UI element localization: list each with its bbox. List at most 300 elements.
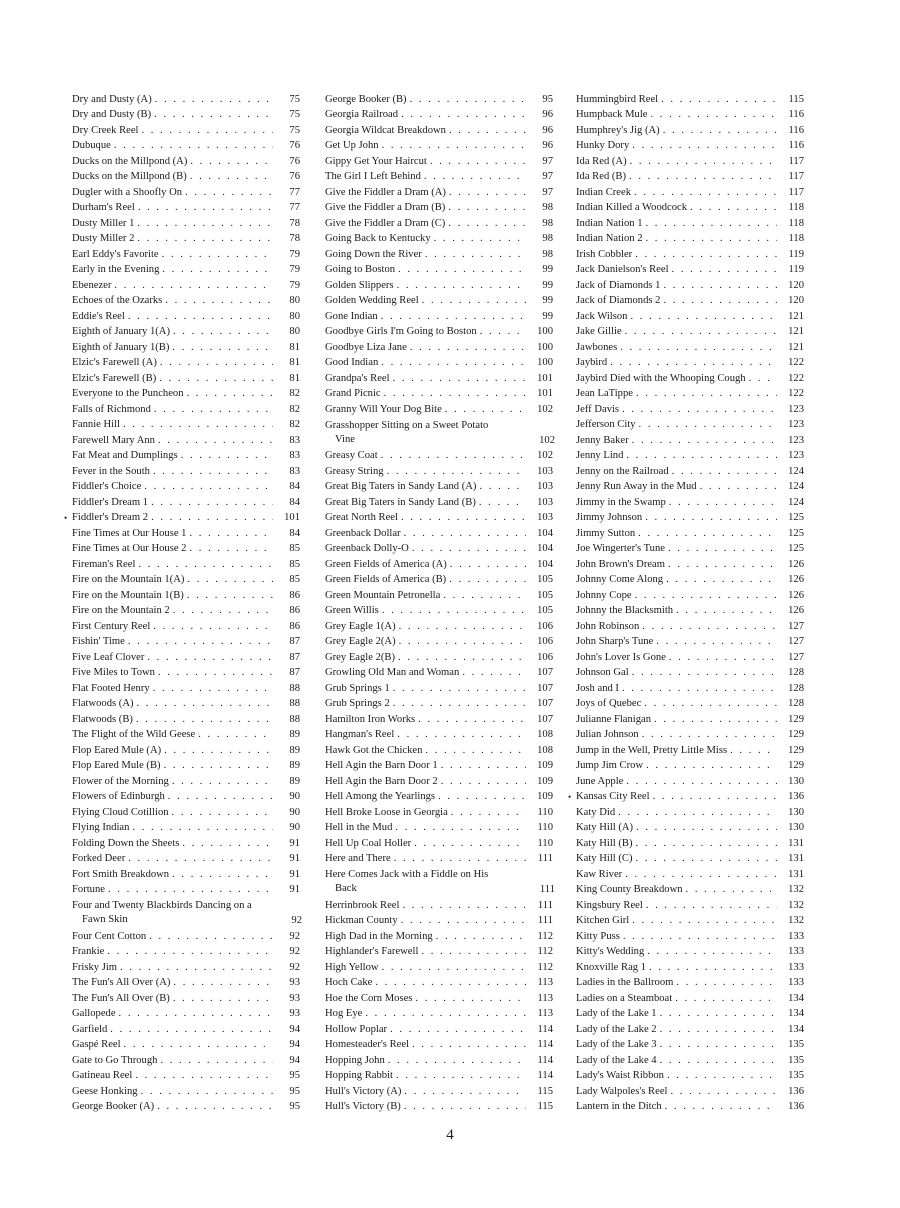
entry-page-number: 85 (289, 558, 300, 570)
entry-page-number: 123 (788, 419, 804, 430)
index-entry (72, 989, 300, 1005)
entry-page-number: 86 (289, 605, 300, 616)
dot-leader (672, 466, 777, 478)
entry-page-number: 131 (788, 837, 804, 849)
entry-page-number: 135 (788, 1039, 804, 1050)
entry-page-number: 78 (289, 233, 300, 244)
dot-leader (381, 311, 526, 323)
entry-title: Kingsbury Reel (576, 899, 643, 911)
dot-leader (187, 388, 274, 400)
entry-title: Indian Nation 2 (576, 233, 643, 244)
entry-page-number: 83 (289, 450, 300, 461)
index-entry (576, 199, 804, 215)
entry-page-number: 90 (289, 791, 300, 802)
entry-title: Hopping John (325, 1054, 385, 1066)
dot-leader (632, 140, 777, 152)
entry-page-number: 98 (542, 233, 553, 244)
entry-page-number: 102 (539, 434, 555, 446)
entry-page-number: 133 (788, 946, 804, 957)
entry-page-number: 80 (289, 326, 300, 337)
index-entry (576, 850, 804, 866)
entry-title: Frisky Jim (72, 961, 118, 973)
dot-leader (449, 187, 526, 199)
entry-title: Katy Hill (B) (576, 837, 633, 849)
dot-leader (663, 280, 777, 292)
entry-page-number: 118 (788, 233, 804, 244)
entry-page-number: 122 (788, 357, 804, 368)
entry-page-number: 91 (289, 868, 300, 880)
entry-page-number: 107 (537, 713, 553, 725)
entry-title: Gate to Go Through (72, 1054, 158, 1066)
index-entry (325, 1005, 553, 1021)
entry-title: High Dad in the Morning (325, 930, 433, 942)
entry-page-number: 99 (542, 310, 553, 322)
entry-page-number: 122 (788, 372, 804, 384)
index-entry (325, 633, 553, 649)
dot-leader (669, 652, 777, 664)
index-entry (72, 865, 300, 881)
dot-leader (642, 621, 777, 633)
entry-title: Dry Creek Reel (72, 124, 139, 136)
dot-leader (670, 1086, 777, 1098)
entry-title: Jaybird Died with the Whooping Cough (576, 372, 746, 384)
index-entry (325, 90, 553, 106)
entry-page-number: 93 (289, 977, 300, 988)
entry-title: Eddie's Reel (72, 310, 125, 322)
index-entry (576, 90, 804, 106)
entry-page-number: 103 (537, 512, 553, 523)
index-entry (325, 834, 553, 850)
dot-leader (168, 791, 273, 803)
entry-page-number: 105 (537, 589, 553, 601)
entry-page-number: 107 (537, 698, 553, 709)
dot-leader (114, 280, 273, 292)
entry-title: Jean LaTippe (576, 388, 633, 399)
entry-page-number: 117 (788, 155, 804, 167)
dot-leader (610, 357, 777, 369)
entry-page-number: 86 (289, 589, 300, 601)
entry-title: Dry and Dusty (A) (72, 93, 152, 105)
dot-leader (639, 419, 777, 431)
entry-page-number: 94 (289, 1039, 300, 1050)
entry-page-number: 77 (289, 202, 300, 213)
entry-title: Lantern in the Ditch (576, 1101, 662, 1112)
dot-leader (189, 543, 273, 555)
entry-page-number: 108 (537, 729, 553, 740)
dot-leader (114, 140, 273, 152)
index-entry (72, 602, 300, 618)
index-entry (576, 1051, 804, 1067)
entry-title: Ducks on the Millpond (B) (72, 171, 187, 182)
dot-leader (404, 528, 526, 540)
entry-page-number: 112 (537, 930, 553, 942)
entry-page-number: 112 (537, 946, 553, 957)
entry-title: Grey Eagle 2(B) (325, 651, 396, 663)
index-entry (72, 214, 300, 230)
entry-title: Flowers of Edinburgh (72, 791, 165, 802)
entry-title: Johnny the Blacksmith (576, 605, 674, 616)
entry-title: Great North Reel (325, 512, 398, 523)
index-entry (72, 369, 300, 385)
index-entry (72, 896, 300, 927)
index-entry (568, 788, 804, 804)
entry-title: Katy Hill (A) (576, 822, 634, 833)
dot-leader (629, 171, 777, 183)
entry-page-number: 80 (289, 310, 300, 322)
entry-title: Farewell Mary Ann (72, 434, 155, 446)
entry-page-number: 87 (289, 636, 300, 647)
entry-page-number: 91 (289, 837, 300, 849)
entry-page-number: 82 (289, 403, 300, 415)
entry-page-number: 134 (788, 992, 804, 1004)
dot-leader (434, 233, 526, 245)
entry-title: Homesteader's Reel (325, 1039, 409, 1050)
dot-leader (137, 698, 274, 710)
entry-title: Flying Indian (72, 822, 130, 833)
index-entry (576, 493, 804, 509)
index-entry (72, 292, 300, 308)
dot-leader (620, 342, 777, 354)
entry-title: Indian Creek (576, 186, 632, 198)
index-entry (72, 695, 300, 711)
index-entry (325, 137, 553, 153)
dot-leader (451, 807, 526, 819)
index-entry (72, 881, 300, 897)
dot-leader (623, 931, 777, 943)
index-entry (325, 400, 553, 416)
index-entry (72, 307, 300, 323)
entry-title: Get Up John (325, 140, 379, 151)
dot-leader (401, 109, 526, 121)
dot-leader (418, 714, 526, 726)
entry-page-number: 92 (289, 946, 300, 957)
index-entry (72, 803, 300, 819)
index-entry (576, 726, 804, 742)
entry-page-number: 79 (289, 279, 300, 291)
dot-leader (660, 1008, 777, 1020)
dot-leader (190, 171, 273, 183)
entry-page-number: 81 (289, 372, 300, 384)
dot-leader (198, 729, 273, 741)
entry-title: Kaw River (576, 868, 623, 880)
entry-title: Fannie Hill (72, 419, 120, 430)
entry-title-continued: Fawn Skin (82, 914, 128, 925)
entry-page-number: 88 (289, 713, 300, 725)
index-entry (325, 199, 553, 215)
index-entry (72, 1005, 300, 1021)
index-entry (72, 819, 300, 835)
index-entry (72, 400, 300, 416)
dot-leader (651, 109, 778, 121)
index-entry (325, 121, 553, 137)
entry-page-number: 125 (788, 527, 804, 539)
entry-title: Grub Springs 2 (325, 698, 390, 709)
index-entry (576, 896, 804, 912)
entry-title: Durham's Reel (72, 202, 135, 213)
dot-leader (676, 977, 777, 989)
entry-page-number: 110 (537, 837, 553, 849)
dot-leader (404, 1086, 526, 1098)
entry-page-number: 103 (537, 465, 553, 477)
entry-page-number: 95 (289, 1085, 300, 1097)
index-entry (576, 757, 804, 773)
entry-page-number: 97 (542, 171, 553, 182)
entry-title: Gaspé Reel (72, 1039, 121, 1050)
index-entry (325, 509, 553, 525)
entry-title: Dusty Miller 1 (72, 217, 135, 229)
index-entry (72, 168, 300, 184)
entry-page-number: 123 (788, 450, 804, 461)
entry-title: King County Breakdown (576, 884, 683, 895)
index-entry (576, 416, 804, 432)
dot-leader (189, 528, 273, 540)
entry-page-number: 121 (788, 326, 804, 337)
entry-title: Ida Red (A) (576, 155, 627, 167)
entry-page-number: 85 (289, 574, 300, 585)
entry-title: Flop Eared Mule (A) (72, 744, 162, 756)
entry-title: Fiddler's Dream 2 (72, 512, 149, 523)
index-entry (72, 1067, 300, 1083)
entry-page-number: 135 (788, 1070, 804, 1081)
entry-title: Hollow Poplar (325, 1023, 388, 1035)
dot-leader (382, 962, 526, 974)
entry-page-number: 108 (537, 744, 553, 756)
dot-leader (172, 869, 273, 881)
entry-title: Hawk Got the Chicken (325, 744, 423, 756)
entry-page-number: 104 (537, 558, 553, 570)
dot-leader (159, 373, 273, 385)
entry-page-number: 128 (788, 667, 804, 678)
index-entry (72, 540, 300, 556)
entry-page-number: 86 (289, 620, 300, 632)
index-entry (325, 602, 553, 618)
dot-leader (128, 311, 273, 323)
dot-leader (382, 140, 526, 152)
index-entry (325, 1020, 553, 1036)
entry-page-number: 132 (788, 899, 804, 911)
dot-leader (622, 404, 777, 416)
entry-page-number: 129 (788, 713, 804, 725)
entry-page-number: 82 (289, 388, 300, 399)
dot-leader (402, 900, 526, 912)
entry-title: Great Big Taters in Sandy Land (B) (325, 496, 476, 508)
dot-leader (636, 388, 777, 400)
entry-title: Fiddler's Dream 1 (72, 496, 149, 508)
dot-leader (653, 791, 777, 803)
index-entry (325, 354, 553, 370)
entry-title: Jake Gillie (576, 326, 622, 337)
entry-page-number: 97 (542, 155, 553, 167)
index-entry (576, 369, 804, 385)
entry-title: Kitchen Girl (576, 915, 630, 926)
entry-title: June Apple (576, 775, 624, 787)
dot-leader (730, 745, 777, 757)
entry-title: Hog Eye (325, 1008, 363, 1019)
index-entry (576, 881, 804, 897)
index-entry (576, 865, 804, 881)
entry-page-number: 114 (537, 1054, 553, 1066)
dot-leader (398, 264, 526, 276)
entry-title: Greasy Coat (325, 450, 378, 461)
entry-title: Green Willis (325, 605, 379, 616)
dot-leader (630, 156, 777, 168)
entry-title: High Yellow (325, 961, 379, 973)
entry-title: Five Leaf Clover (72, 651, 145, 663)
dot-leader (667, 1070, 777, 1082)
index-entry (576, 1020, 804, 1036)
index-entry (72, 586, 300, 602)
entry-title: Hull's Victory (A) (325, 1085, 402, 1097)
index-entry (325, 726, 553, 742)
dot-leader (410, 94, 526, 106)
dot-leader (155, 94, 273, 106)
entry-title: John Sharp's Tune (576, 636, 654, 647)
entry-page-number: 123 (788, 403, 804, 415)
entry-title: Fire on the Mountain 1(B) (72, 589, 184, 601)
dot-leader (646, 233, 778, 245)
index-entry (72, 648, 300, 664)
index-entry (72, 834, 300, 850)
entry-title: Julianne Flanigan (576, 713, 652, 725)
index-entry (325, 230, 553, 246)
entry-page-number: 113 (537, 1008, 553, 1019)
dot-leader (398, 652, 526, 664)
dot-leader (382, 605, 526, 617)
index-entry (325, 1036, 553, 1052)
dot-leader (421, 946, 526, 958)
index-entry (325, 369, 553, 385)
index-entry (576, 214, 804, 230)
dot-leader (190, 156, 273, 168)
entry-title: Ducks on the Millpond (A) (72, 155, 188, 167)
entry-page-number: 105 (537, 574, 553, 585)
entry-page-number: 127 (788, 651, 804, 663)
entry-page-number: 109 (537, 791, 553, 802)
entry-title: Jack of Diamonds 1 (576, 279, 661, 291)
entry-title: Fine Times at Our House 2 (72, 543, 187, 554)
entry-page-number: 129 (788, 729, 804, 740)
index-entry (72, 462, 300, 478)
dot-leader (181, 450, 273, 462)
dot-leader (390, 1024, 526, 1036)
entry-title: Great Big Taters in Sandy Land (A) (325, 481, 477, 492)
dot-leader (393, 373, 526, 385)
dot-leader (395, 822, 526, 834)
entry-title: Irish Cobbler (576, 248, 633, 260)
dot-leader (393, 698, 526, 710)
entry-page-number: 103 (537, 481, 553, 492)
entry-page-number: 114 (537, 1070, 553, 1081)
index-entry (576, 385, 804, 401)
index-entry (72, 726, 300, 742)
index-column-2 (325, 90, 553, 1113)
index-entry (576, 245, 804, 261)
entry-page-number: 114 (537, 1023, 553, 1035)
dot-leader (388, 1055, 526, 1067)
entry-page-number: 103 (537, 496, 553, 508)
entry-title: Gatineau Reel (72, 1070, 133, 1081)
dot-leader (173, 993, 273, 1005)
entry-title: Give the Fiddler a Dram (C) (325, 217, 446, 229)
index-entry (576, 137, 804, 153)
entry-page-number: 136 (788, 1085, 804, 1097)
entry-title: Dugler with a Shoofly On (72, 186, 183, 198)
index-entry (64, 509, 300, 525)
entry-page-number: 90 (289, 822, 300, 833)
entry-page-number: 100 (537, 341, 553, 353)
index-entry (576, 431, 804, 447)
dot-leader (668, 543, 777, 555)
dot-leader (638, 528, 777, 540)
entry-title: George Booker (B) (325, 93, 407, 105)
dot-leader (172, 776, 273, 788)
entry-page-number: 76 (289, 140, 300, 151)
index-entry (325, 540, 553, 556)
entry-page-number: 95 (542, 93, 553, 105)
index-entry (72, 199, 300, 215)
entry-title: Gallopede (72, 1008, 116, 1019)
entry-page-number: 109 (537, 760, 553, 771)
entry-title: Eighth of January 1(A) (72, 326, 170, 337)
index-entry (72, 524, 300, 540)
index-entry (576, 679, 804, 695)
dot-leader (625, 326, 777, 338)
index-entry (325, 912, 553, 928)
index-entry (325, 927, 553, 943)
entry-page-number: 75 (289, 124, 300, 136)
entry-page-number: 92 (289, 961, 300, 973)
index-entry (576, 617, 804, 633)
index-entry (325, 1082, 553, 1098)
entry-title: Ladies in the Ballroom (576, 977, 674, 988)
entry-title: Grey Eagle 2(A) (325, 636, 396, 647)
index-entry (576, 292, 804, 308)
entry-page-number: 78 (289, 217, 300, 229)
entry-page-number: 119 (788, 264, 804, 275)
index-entry (576, 106, 804, 122)
entry-title-continued: Vine (335, 433, 355, 445)
dot-leader (438, 791, 526, 803)
entry-page-number: 98 (542, 248, 553, 260)
index-entry (325, 338, 553, 354)
entry-page-number: 91 (289, 884, 300, 895)
entry-title: Jenny Lind (576, 450, 624, 461)
index-entry (325, 679, 553, 695)
dot-leader (397, 280, 526, 292)
entry-title-continued: Back (335, 883, 357, 894)
index-entry (72, 152, 300, 168)
entry-title: The Flight of the Wild Geese (72, 729, 196, 740)
dot-leader (635, 249, 777, 261)
entry-page-number: 115 (537, 1085, 553, 1097)
index-entry (576, 633, 804, 649)
dot-leader (185, 187, 273, 199)
index-entry (72, 943, 300, 959)
dot-leader (646, 900, 777, 912)
entry-page-number: 131 (788, 853, 804, 864)
dot-leader (124, 1039, 273, 1051)
dot-leader (636, 838, 778, 850)
dot-leader (660, 1024, 777, 1036)
entry-page-number: 115 (537, 1101, 553, 1112)
entry-page-number: 100 (537, 326, 553, 337)
entry-page-number: 130 (788, 775, 804, 787)
index-entry (325, 462, 553, 478)
index-entry (325, 292, 553, 308)
entry-title: Hell in the Mud (325, 822, 393, 833)
entry-title: Golden Wedding Reel (325, 295, 419, 306)
entry-page-number: 89 (289, 744, 300, 756)
